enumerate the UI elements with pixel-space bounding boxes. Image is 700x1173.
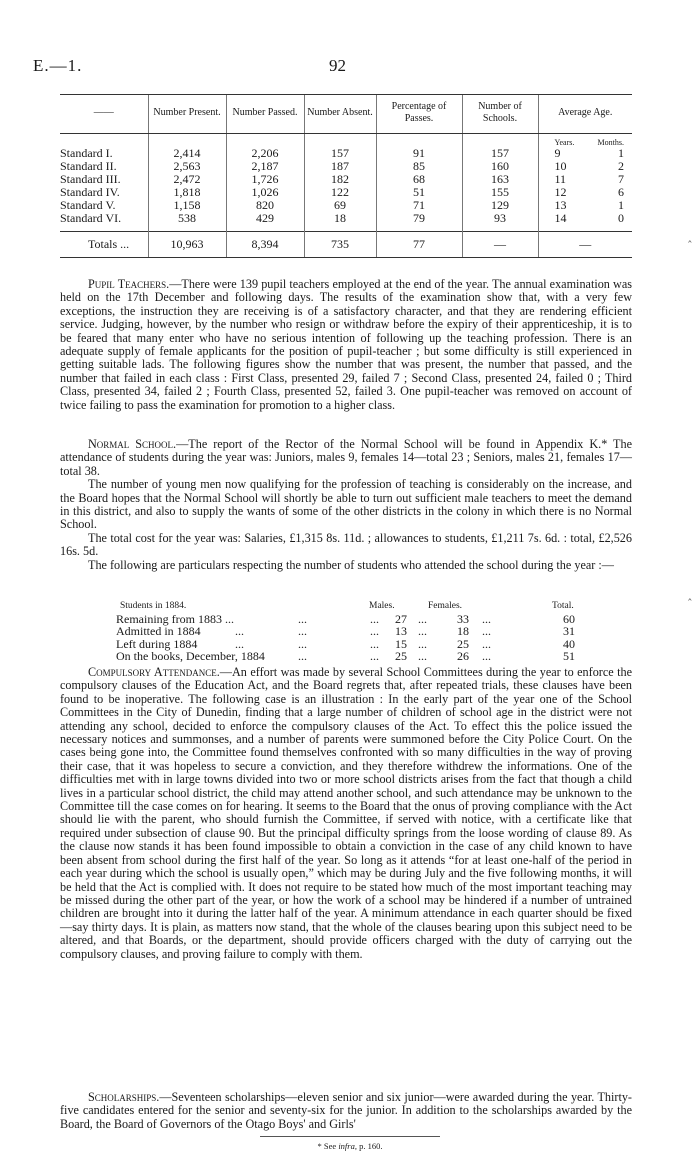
section-body: —An effort was made by several School Committees during the year to enforce the compulsory clauses of the Education Act, and the Board regrets that, after repeated trials, these clauses have been found to be inoperative. The following case is an illustration : In the early part of the year one of the School Committees in the City of Dunedin, finding that a large number of children of school age in the district were not attending any school, decided to enforce the compulsory clauses of the Act. To effect this the police issued the necessary notices and summonses, and a number of parents were summoned before the City Police Court. On the cases being gone into, the Committee found themselves confronted with so many difficulties in the way of proving their case, that it was hopeless to secure a conviction, and they therefore withdrew the informations. One of the difficulties met with in large towns divided into two or more school districts arises from the fact that though a child lives in a particular school district, the child may attend another school, and such attendance may be unknown to the Committee till the case comes on for hearing. It seems to the Board that the onus of proving compliance with the Act should lie with the parent, who should furnish the Committee, if served with notice, with a certificate like that required under subsection of clause 90. But the principal difficulty springs from the loose wording of clause 89. As the clause now stands it has been found impossible to obtain a conviction in the case of any child known to have been absent from school during the first half of the year. So long as it attends “for at least one-half of the period in each year during which the school is usually open,” which may be during July and the five following months, it will be held that the Act is complied with. It does not require to be stated how much of the most important teaching may be missed during the other part of the year, or how the work of a school may be hindered if a number of untrained children are brought into it during the latter half of the year. A minimum attendance in each quarter should be fixed—say thirty days. It is plain, as matters now stand, that the whole of the clauses bearing upon this subject need to be altered, and that Boards, or the department, should provide officers charged with the duty of carrying out the compulsory clauses, and proving failure to comply with them. [60, 665, 633, 961]
section-body: —The report of the Rector of the Normal School will be found in Appendix K.* The attendance of students during the year was: Juniors, males 9, females 14—total 23 ; Seniors, males 21, females 17—total 38. [60, 437, 632, 478]
section-body: —Seventeen scholarships—eleven senior and six junior—were awarded during the year. Thirty-five candidates entered for the senior and seventy-six for the junior. In addition to the scholarships awarded by the Board, the Board of Governors of the Otago Boys' and Girls' [60, 1090, 632, 1131]
paragraph: The number of young men now qualifying for the profession of teaching is considerably on the increase, and the Board hopes that the Normal School will shortly be able to turn out sufficient male teachers to meet the demand in this district, and also to supply the wants of some of the other districts in the colony in which there is no Normal School. [60, 477, 632, 532]
compulsory-attendance-section [60, 666, 632, 961]
units-row [60, 134, 632, 148]
footnote-rule [260, 1136, 440, 1137]
students-row: On the books, December, 1884 ... ... 25 ... 26 ... 51 [116, 649, 575, 663]
students-table [60, 600, 632, 663]
header-schools: Number of Schools. [462, 95, 538, 134]
age-months-unit: Months. [597, 138, 624, 147]
students-row: Left during 1884 ... ... ... 15 ... 25 ... 40 [116, 636, 575, 651]
pupil-teachers-section [60, 278, 632, 412]
header-age: Average Age. [538, 95, 632, 134]
header-present: Number Present. [148, 95, 226, 134]
students-header: Students in 1884. Males. Females. Total. [120, 601, 574, 611]
age-years-unit: Years. [554, 138, 575, 147]
document-reference: E.—1. [33, 56, 83, 75]
students-row: Admitted in 1884 ... ... ... 13 ... 18 ... 31 [116, 624, 575, 638]
table-row: Standard IV. 1,818 1,026 122 51 155 12 6 [60, 186, 632, 199]
page-number: 92 [329, 56, 346, 75]
header-passed: Number Passed. [226, 95, 304, 134]
section-heading: Compulsory Attendance. [88, 665, 220, 679]
footnote: * See infra, p. 160. [317, 1141, 383, 1151]
totals-row: Totals ... 10,963 8,394 735 77 — — [60, 231, 632, 257]
margin-mark: ‸ [688, 589, 692, 601]
table-row: Standard III. 2,472 1,726 182 68 163 11 7 [60, 173, 632, 186]
table-row: Standard I. 2,414 2,206 157 91 157 9 1 [60, 147, 632, 160]
table-row: Standard II. 2,563 2,187 187 85 160 10 2 [60, 160, 632, 173]
header-absent: Number Absent. [304, 95, 376, 134]
section-heading: Scholarships. [88, 1090, 160, 1104]
normal-school-section [60, 438, 632, 572]
page-header [33, 56, 653, 78]
section-heading: Pupil Teachers. [88, 277, 170, 291]
table-row: Standard V. 1,158 820 69 71 129 13 1 [60, 199, 632, 212]
students-row: Remaining from 1883 ... ... ... 27 ... 33 ... 60 [116, 611, 575, 626]
header-blank: —— [60, 95, 148, 134]
header-percentage: Percentage of Passes. [376, 95, 462, 134]
section-heading: Normal School. [88, 437, 177, 451]
paragraph: The total cost for the year was: Salaries, £1,315 8s. 11d. ; allowances to students, £1,211 7s. 6d. : total, £2,526 16s. 5d. [60, 530, 632, 559]
section-body: —There were 139 pupil teachers employed at the end of the year. The annual examination was held on the 17th December and following days. The results of the examination show that, with a very few exceptions, the instruction they are receiving is of a satisfactory character, and that they are rendering efficient service. Judging, however, by the number who resign or withdraw before the expiry of their apprenticeship, it is to be feared that many enter who have no serious intention of following up the teaching profession. There is an adequate supply of female applicants for the position of pupil-teacher ; but some difficulty is still experienced in getting suitable lads. The following figures show the number that was present, the number that passed, and the number that failed in each class : First Class, presented 29, failed 7 ; Second Class, presented 24, failed 0 ; Third Class, presented 34, failed 2 ; Fourth Class, presented 52, failed 3. One pupil-teacher was removed on account of twice failing to pass the examination for promotion to a higher class. [60, 277, 632, 412]
margin-mark: ‸ [688, 231, 692, 243]
table-header-row [60, 95, 632, 134]
scholarships-section [60, 1091, 632, 1131]
table-row: Standard VI. 538 429 18 79 93 14 0 [60, 212, 632, 225]
standards-table [60, 94, 632, 258]
paragraph: The following are particulars respecting the number of students who attended the school during the year :— [88, 557, 614, 572]
